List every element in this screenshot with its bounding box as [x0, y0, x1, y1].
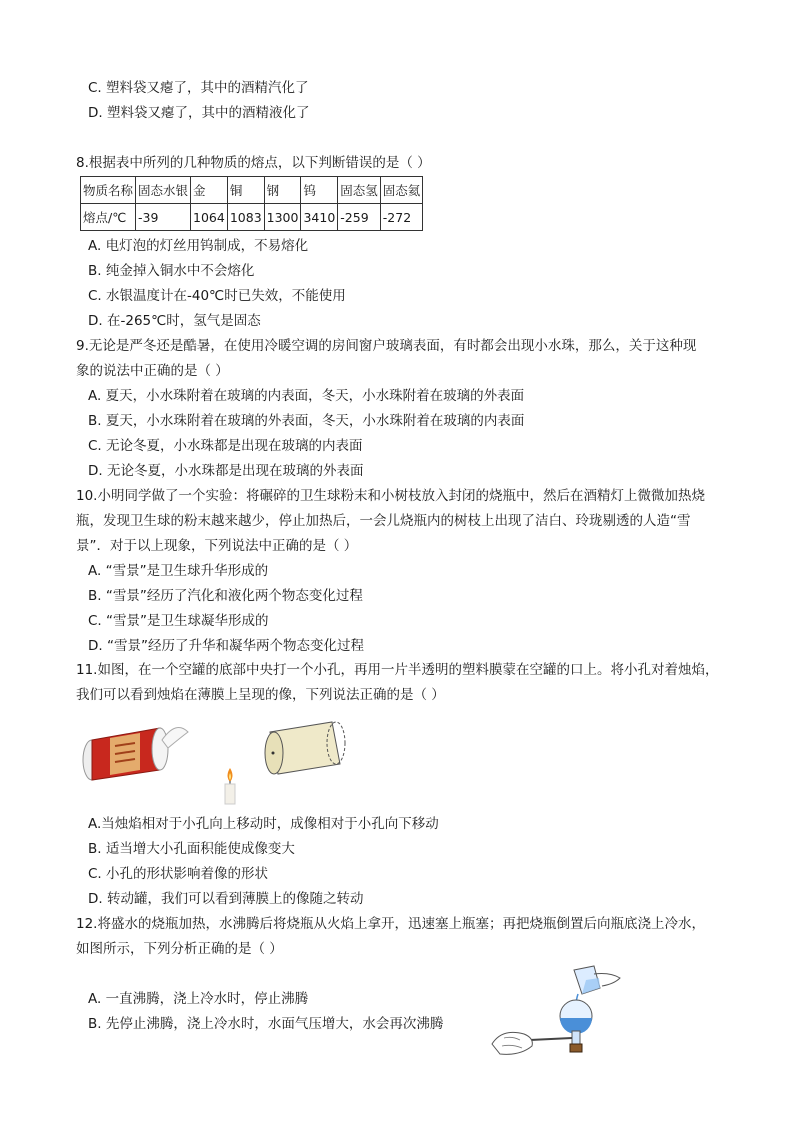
table-cell: -272 [380, 204, 423, 231]
table-cell: 金 [191, 177, 228, 204]
q10-option-a: A. “雪景”是卫生球升华形成的 [88, 563, 269, 579]
q12-option-b: B. 先停止沸腾，浇上冷水时，水面气压增大，水会再次沸腾 [88, 1016, 444, 1032]
pinhole-cylinder-illustration [258, 718, 350, 778]
table-cell: 1300 [264, 204, 301, 231]
melting-point-table [80, 176, 423, 231]
q9-option-d: D. 无论冬夏，小水珠都是出现在玻璃的外表面 [88, 463, 364, 479]
can-illustration [80, 718, 190, 784]
candle-illustration [222, 766, 238, 806]
table-cell: 3410 [301, 204, 338, 231]
q10-option-c: C. “雪景”是卫生球凝华形成的 [88, 613, 269, 629]
q8-stem: 8.根据表中所列的几种物质的熔点，以下判断错误的是（ ） [76, 155, 431, 171]
q12-stem-line1: 12.将盛水的烧瓶加热，水沸腾后将烧瓶从火焰上拿开，迅速塞上瓶塞；再把烧瓶倒置后向瓶底浇上冷水， [76, 916, 705, 932]
q11-option-b: B. 适当增大小孔面积能使成像变大 [88, 841, 295, 857]
q12-stem-line2: 如图所示，下列分析正确的是（ ） [76, 941, 283, 957]
q9-stem-line1: 9.无论是严冬还是酷暑，在使用冷暖空调的房间窗户玻璃表面，有时都会出现小水珠，那么，关于这种现 [76, 338, 697, 354]
q9-option-b: B. 夏天，小水珠附着在玻璃的外表面，冬天，小水珠附着在玻璃的内表面 [88, 413, 525, 429]
q11-stem-line1: 11.如图，在一个空罐的底部中央打一个小孔，再用一片半透明的塑料膜蒙在空罐的口上。将小孔对着烛焰， [76, 662, 719, 678]
table-cell: 固态水银 [136, 177, 191, 204]
q11-option-a: A.当烛焰相对于小孔向上移动时，成像相对于小孔向下移动 [88, 816, 439, 832]
table-cell: 物质名称 [81, 177, 136, 204]
q10-option-b: B. “雪景”经历了汽化和液化两个物态变化过程 [88, 588, 363, 604]
q10-stem-line2: 瓶，发现卫生球的粉末越来越少，停止加热后，一会儿烧瓶内的树枝上出现了洁白、玲珑剔透的人造“雪 [76, 513, 691, 529]
inverted-flask-illustration [490, 966, 626, 1060]
q11-stem-line2: 我们可以看到烛焰在薄膜上呈现的像，下列说法正确的是（ ） [76, 687, 445, 703]
table-cell: 固态氦 [380, 177, 423, 204]
table-cell: 铜 [227, 177, 264, 204]
table-row [81, 204, 423, 231]
table-row [81, 177, 423, 204]
q9-option-c: C. 无论冬夏，小水珠都是出现在玻璃的内表面 [88, 438, 363, 454]
q8-option-a: A. 电灯泡的灯丝用钨制成，不易熔化 [88, 238, 309, 254]
table-cell: 1064 [191, 204, 228, 231]
q7-option-c: C. 塑料袋又瘪了，其中的酒精汽化了 [88, 80, 309, 96]
q9-option-a: A. 夏天，小水珠附着在玻璃的内表面，冬天，小水珠附着在玻璃的外表面 [88, 388, 525, 404]
q11-option-c: C. 小孔的形状影响着像的形状 [88, 866, 269, 882]
q10-stem-line3: 景”．对于以上现象，下列说法中正确的是（ ） [76, 538, 358, 554]
q7-option-d: D. 塑料袋又瘪了，其中的酒精液化了 [88, 105, 310, 121]
q8-option-b: B. 纯金掉入铜水中不会熔化 [88, 263, 255, 279]
table-cell: 钨 [301, 177, 338, 204]
table-cell: 熔点/℃ [81, 204, 136, 231]
table-cell: -259 [338, 204, 381, 231]
table-cell: 1083 [227, 204, 264, 231]
q10-stem-line1: 10.小明同学做了一个实验：将碾碎的卫生球粉末和小树枝放入封闭的烧瓶中，然后在酒精灯上微微加热烧 [76, 488, 705, 504]
q8-option-c: C. 水银温度计在-40℃时已失效，不能使用 [88, 288, 346, 304]
q11-option-d: D. 转动罐，我们可以看到薄膜上的像随之转动 [88, 891, 364, 907]
table-cell: 钢 [264, 177, 301, 204]
q8-option-d: D. 在-265℃时，氢气是固态 [88, 313, 261, 329]
q9-stem-line2: 象的说法中正确的是（ ） [76, 363, 229, 379]
table-cell: 固态氢 [338, 177, 381, 204]
q10-option-d: D. “雪景”经历了升华和凝华两个物态变化过程 [88, 638, 364, 654]
q12-option-a: A. 一直沸腾，浇上冷水时，停止沸腾 [88, 991, 309, 1007]
table-cell: -39 [136, 204, 191, 231]
